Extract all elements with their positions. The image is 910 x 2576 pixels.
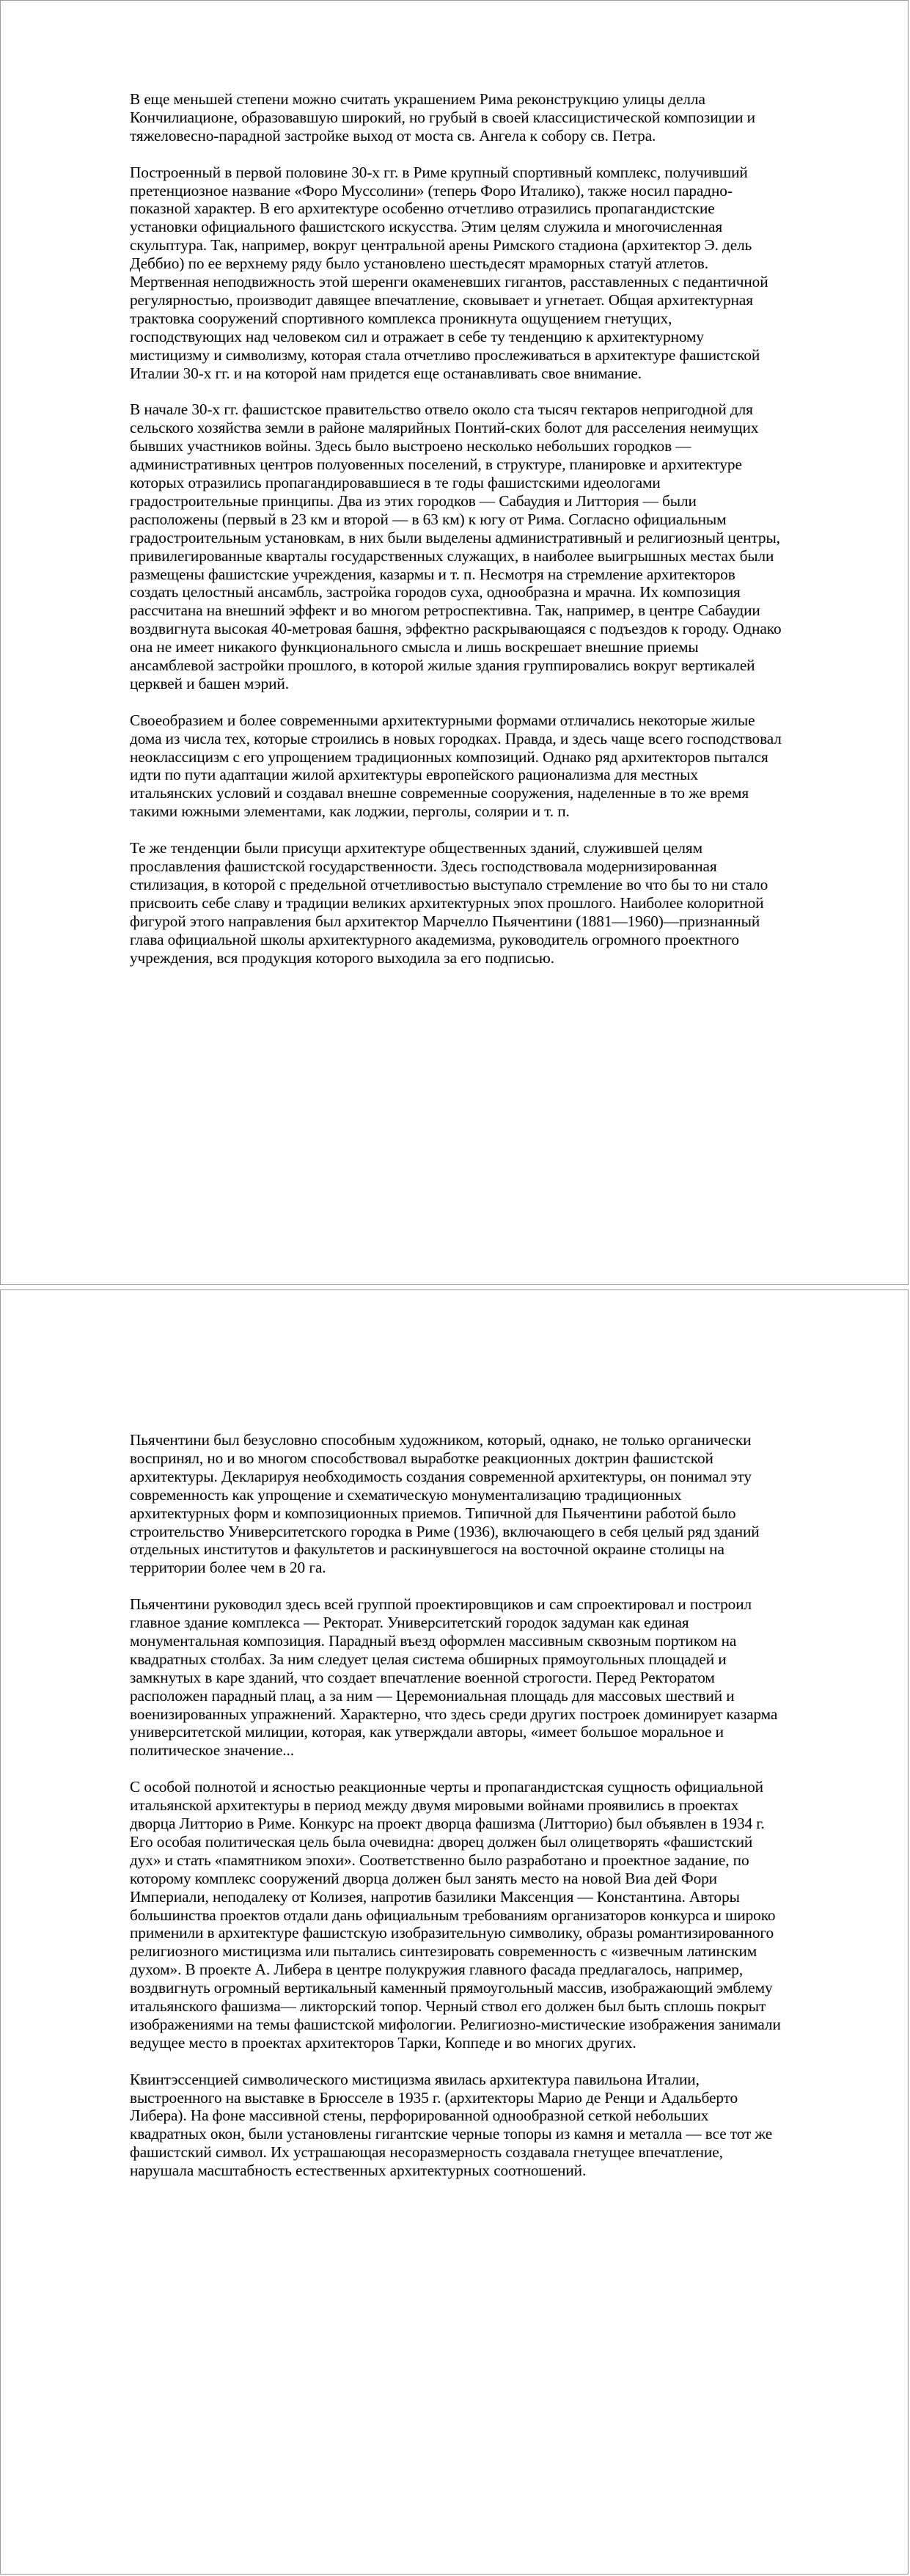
paragraph: Своеобразием и более современными архитектурными формами отличались некоторые жилые дома из числа тех, которые строились в новых городках. Правда, и здесь чаще всего господствовал неоклассицизм с его упрощением традиционных композиций. Однако ряд архитекторов пытался идти по пути адаптации жилой архитектуры европейского рационализма для местных итальянских условий и создавал внешне современные сооружения, наделенные в то же время такими южными элементами, как лоджии, перголы, солярии и т. п. xyxy=(130,711,782,821)
paragraph: Те же тенденции были присущи архитектуре общественных зданий, служившей целям прославления фашистской государственности. Здесь господствовала модернизированная стилизация, в которой с предельной отчетливостью выступало стремление во что бы то ни стало присвоить себе славу и традиции великих архитектурных эпох прошлого. Наиболее колоритной фигурой этого направления был архитектор Марчелло Пьячентини (1881—1960)—признанный глава официальной школы архитектурного академизма, руководитель огромного проектного учреждения, вся продукция которого выходила за его подписью. xyxy=(130,839,768,967)
page-1-text-body xyxy=(130,90,782,985)
paragraph: Построенный в первой половине 30-х гг. в Риме крупный спортивный комплекс, получивший претенциозное название «Форо Муссолини» (теперь Форо Италико), также носил парадно-показной характер. В его архитектуре особенно отчетливо отразились пропагандистские установки официального фашистского искусства. Этим целям служила и многочисленная скульптура. Так, например, вокруг центральной арены Римского стадиона (архитектор Э. дель Деббио) по ее верхнему ряду было установлено шестьдесят мраморных статуй атлетов. Мертвенная неподвижность этой шеренги окаменевших гигантов, расставленных с педантичной регулярностью, производит давящее впечатление, сковывает и угнетает. Общая архитектурная трактовка сооружений спортивного комплекса проникнута ощущением гнетущих, господствующих над человеком сил и отражает в себе ту тенденцию к архитектурному мистицизму и символизму, которая стала отчетливо прослеживаться в архитектуре фашистской Италии 30-х гг. и на которой нам придется еще останавливать свое внимание. xyxy=(130,163,768,382)
document-page-1 xyxy=(0,0,909,1285)
paragraph: В начале 30-х гг. фашистское правительство отвело около ста тысяч гектаров непригодной для сельского хозяйства земли в районе малярийных Понтий-ских болот для расселения неимущих бывших участников войны. Здесь было выстроено несколько небольших городков — административных центров полуовенных поселений, в структуре, планировке и архитектуре которых отразились пропагандировавшиеся в те годы фашистскими идеологами градостроительные принципы. Два из этих городков — Сабаудия и Литтория — были расположены (первый в 23 км и второй — в 63 км) к югу от Рима. Согласно официальным градостроительным установкам, в них были выделены административный и религиозный центры, привилегированные кварталы государственных служащих, в наиболее выигрышных местах были размещены фашистские учреждения, казармы и т. п. Несмотря на стремление архитекторов создать целостный ансамбль, застройка городов суха, однообразна и мрачна. Их композиция рассчитана на внешний эффект и во многом ретроспективна. Так, например, в центре Сабаудии воздвигнута высокая 40-метровая башня, эффектно раскрывающаяся с подъездов к городу. Однако она не имеет никакого функционального смысла и лишь воскрешает внешние приемы ансамблевой застройки прошлого, в которой жилые здания группировались вокруг вертикалей церквей и башен мэрий. xyxy=(130,400,782,692)
paragraph: В еще меньшей степени можно считать украшением Рима реконструкцию улицы делла Кончилиационе, образовавшую широкий, но грубый в своей классицистической композиции и тяжеловесно-парадной застройке выход от моста св. Ангела к собору св. Петра. xyxy=(130,90,755,144)
page-2-text-body xyxy=(130,1431,782,2198)
paragraph: Пьячентини был безусловно способным художником, который, однако, не только органически воспринял, но и во многом способствовал выработке реакционных доктрин фашистской архитектуры. Декларируя необходимость создания современной архитектуры, он понимал эту современность как упрощение и схематическую монументализацию традиционных архитектурных форм и композиционных приемов. Типичной для Пьячентини работой было строительство Университетского городка в Риме (1936), включающего в себя целый ряд зданий отдельных институтов и факультетов и раскинувшегося на восточной окраине столицы на территории более чем в 20 га. xyxy=(130,1431,760,1577)
paragraph: С особой полнотой и ясностью реакционные черты и пропагандистская сущность официальной итальянской архитектуры в период между двумя мировыми войнами проявились в проектах дворца Литторио в Риме. Конкурс на проект дворца фашизма (Литторио) был объявлен в 1934 г. Его особая политическая цель была очевидна: дворец должен был олицетворять «фашистский дух» и стать «памятником эпохи». Соответственно было разработано и проектное задание, по которому комплекс сооружений дворца должен был занять место на новой Виа дей Фори Империали, неподалеку от Колизея, напротив базилики Максенция — Константина. Авторы большинства проектов отдали дань официальным требованиям организаторов конкурса и широко применили в архитектуре фашистскую изобразительную символику, образы романтизированного религиозного мистицизма или пытались синтезировать современность с «извечным латинским духом». В проекте А. Либера в центре полукружия главного фасада предлагалось, например, воздвигнуть огромный вертикальный каменный прямоугольный массив, изображающий эмблему итальянского фашизма— ликторский топор. Черный ствол его должен был быть сплошь покрыт изображениями на темы фашистской мифологии. Религиозно-мистические изображения занимали ведущее место в проектах архитекторов Тарки, Коппеде и во многих других. xyxy=(130,1778,781,2052)
paragraph: Квинтэссенцией символического мистицизма явилась архитектура павильона Италии, выстроенного на выставке в Брюсселе в 1935 г. (архитекторы Марио де Ренци и Адальберто Либера). На фоне массивной стены, перфорированной однообразной сеткой небольших квадратных окон, были установлены гигантские черные топоры из камня и металла — все тот же фашистский символ. Их устрашающая несоразмерность создавала гнетущее впечатление, нарушала масштабность естественных архитектурных соотношений. xyxy=(130,2070,773,2180)
paragraph: Пьячентини руководил здесь всей группой проектировщиков и сам спроектировал и построил главное здание комплекса — Ректорат. Университетский городок задуман как единая монументальная композиция. Парадный въезд оформлен массивным сквозным портиком на квадратных столбах. За ним следует целая система обширных прямоугольных площадей и замкнутых в каре зданий, что создает впечатление военной строгости. Перед Ректоратом расположен парадный плац, а за ним — Церемониальная площадь для массовых шествий и военизированных упражнений. Характерно, что здесь среди других построек доминирует казарма университетской милиции, которая, как утверждали авторы, «имеет большое моральное и политическое значение... xyxy=(130,1595,778,1760)
document-page-2 xyxy=(0,1289,909,2575)
